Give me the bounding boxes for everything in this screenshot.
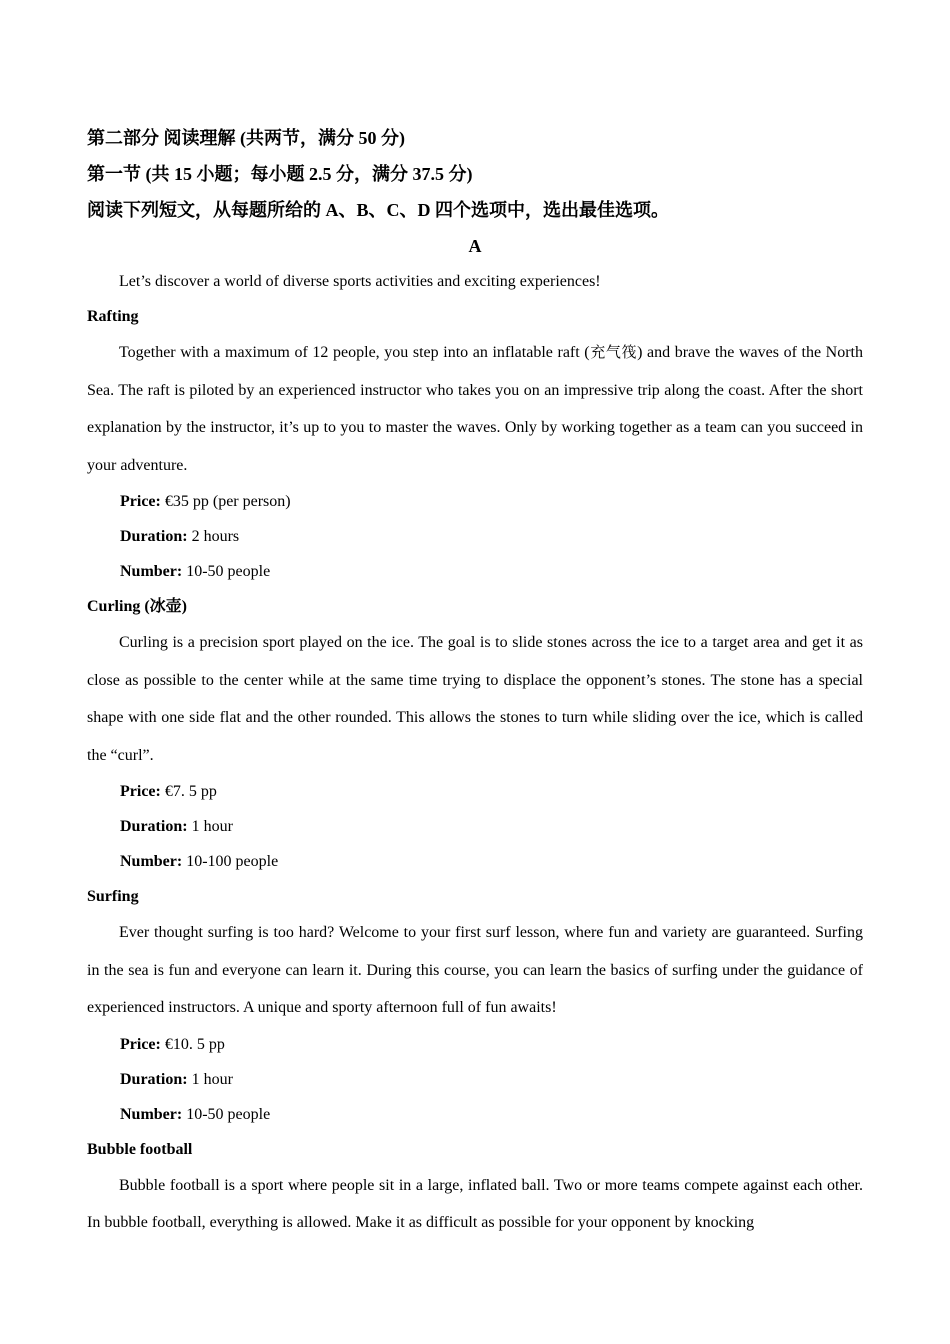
- passage-label: A: [468, 236, 482, 256]
- number-line: Number: 10-100 people: [120, 853, 279, 870]
- duration-line: Duration: 1 hour: [120, 818, 233, 835]
- part-heading: 第二部分 阅读理解 (共两节，满分 50 分): [87, 128, 405, 148]
- activity-text-curling: Curling is a precision sport played on the ice. The goal is to slide stones across the ice to a target area and get it as close as possible to the center while at the same time trying to displace the opponent’s stones. The stone has a special shape with one side flat and the other rounded. This allows the stones to turn while sliding over the ice, which is called the “curl”.: [87, 634, 863, 764]
- exam-page: [87, 120, 863, 1242]
- section-heading: 第一节 (共 15 小题；每小题 2.5 分，满分 37.5 分): [87, 164, 473, 184]
- passage-intro: Let’s discover a world of diverse sports activities and exciting experiences!: [119, 273, 601, 290]
- activity-text-surfing: Ever thought surfing is too hard? Welcome to your first surf lesson, where fun and variety are guaranteed. Surfing in the sea is fun and everyone can learn it. During this course, you can learn the basics of surfing under the guidance of experienced instructors. A unique and sporty afternoon full of fun awaits!: [87, 924, 863, 1016]
- activity-title-curling: Curling (冰壶): [87, 598, 188, 615]
- price-line: Price: €7. 5 pp: [120, 783, 217, 800]
- duration-line: Duration: 1 hour: [120, 1070, 233, 1088]
- price-line: Price: €35 pp (per person): [120, 493, 291, 510]
- activity-text-rafting: Together with a maximum of 12 people, you step into an inflatable raft (充气筏) and brave the waves of the North Sea. The raft is piloted by an experienced instructor who takes you on an impressive trip along the coast. After the short explanation by the instructor, it’s up to you to master the waves. Only by working together as a team can you succeed in your adventure.: [87, 343, 863, 474]
- chinese-gloss: 充气筏: [589, 343, 638, 361]
- activity-title-surfing: Surfing: [87, 888, 139, 905]
- number-line: Number: 10-50 people: [120, 563, 271, 580]
- activity-title-rafting: Rafting: [87, 308, 139, 325]
- activity-title-bubble-football: Bubble football: [87, 1140, 193, 1158]
- price-line: Price: €10. 5 pp: [120, 1035, 225, 1053]
- number-line: Number: 10-50 people: [120, 1105, 271, 1123]
- activity-text-bubble-football: Bubble football is a sport where people sit in a large, inflated ball. Two or more teams compete against each other. In bubble football, everything is allowed. Make it as difficult as possible for your opponent by knocking: [87, 1176, 863, 1231]
- instruction-text: 阅读下列短文，从每题所给的 A、B、C、D 四个选项中，选出最佳选项。: [87, 200, 669, 220]
- duration-line: Duration: 2 hours: [120, 528, 240, 545]
